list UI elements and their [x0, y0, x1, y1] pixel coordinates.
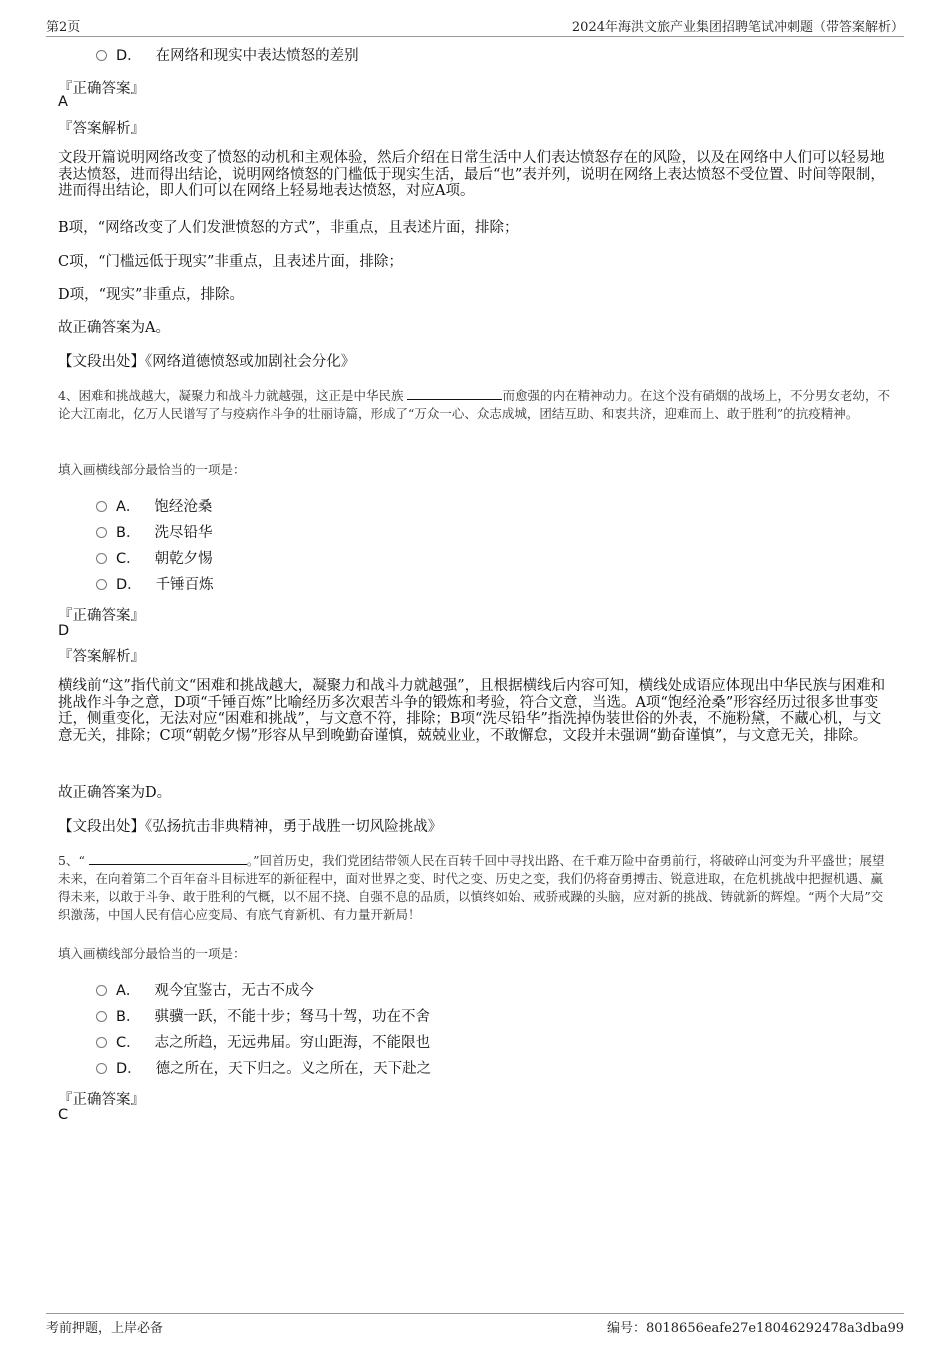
- analysis-label: 『答案解析』: [58, 121, 145, 137]
- q5-blank: [89, 852, 247, 865]
- correct-answer-label: 『正确答案』: [58, 1092, 145, 1108]
- q3-analysis-c: C项，“门槛远低于现实”非重点，且表述片面，排除；: [58, 254, 403, 270]
- analysis-label: 『答案解析』: [58, 649, 145, 665]
- radio-icon[interactable]: [96, 985, 107, 996]
- radio-icon[interactable]: [96, 527, 107, 538]
- q3-source: 【文段出处】《网络道德愤怒或加剧社会分化》: [58, 354, 356, 370]
- q4-option-b[interactable]: B． 洗尽铅华: [96, 523, 212, 543]
- q5-stem: 5、“ 。”回首历史，我们党团结带领人民在百转千回中寻找出路、在千难万险中奋勇前行，将破碎山河变为升平盛世；展望未来，在向着第二个百年奋斗目标进军的新征程中，面对世界之变、时代之变、历史之变，我们仍将奋勇搏击、锐意进取，在危机挑战中把握机遇、赢得未来，以敢于斗争、敢于胜利的气概，以不屈不挠、自强不息的品质，以慎终如始、戒骄戒躁的头脑，应对新的挑战、铸就新的辉煌。“两个大局”交织激荡，中国人民有信心应变局、有底气育新机、有力量开新局！: [58, 853, 885, 922]
- q4-source: 【文段出处】《弘扬抗击非典精神，勇于战胜一切风险挑战》: [58, 819, 443, 835]
- radio-icon[interactable]: [96, 1011, 107, 1022]
- radio-icon[interactable]: [96, 1037, 107, 1048]
- q5-answer: C: [58, 1107, 69, 1123]
- radio-icon[interactable]: [96, 579, 107, 590]
- document-title: 2024年海洪文旅产业集团招聘笔试冲刺题（带答案解析）: [571, 20, 904, 35]
- q3-analysis-b: B项，“网络改变了人们发泄愤怒的方式”，非重点，且表述片面，排除；: [58, 220, 519, 236]
- document-code: 编号：8018656eafe27e18046292478a3dba99: [606, 1321, 904, 1336]
- correct-answer-label: 『正确答案』: [58, 608, 145, 624]
- q4-option-a[interactable]: A． 饱经沧桑: [96, 497, 212, 517]
- q4-option-c[interactable]: C． 朝乾夕惕: [96, 549, 213, 569]
- q3-answer: A: [58, 94, 68, 110]
- footer-slogan: 考前押题，上岸必备: [46, 1321, 164, 1336]
- q3-option-d[interactable]: D． 在网络和现实中表达愤怒的差别: [96, 46, 359, 66]
- page-footer: [46, 1313, 904, 1334]
- q4-conclusion: 故正确答案为D。: [58, 785, 172, 801]
- radio-icon[interactable]: [96, 501, 107, 512]
- radio-icon[interactable]: [96, 50, 107, 61]
- page-header: [46, 14, 904, 37]
- q3-analysis-para: 文段开篇说明网络改变了愤怒的动机和主观体验，然后介绍在日常生活中人们表达愤怒存在的风险，以及在网络中人们可以轻易地表达愤怒，进而得出结论，说明网络愤怒的门槛低于现实生活，最后“也”表并列，说明在网络上表达愤怒不受位置、时间等限制，进而得出结论，即人们可以在网络上轻易地表达愤怒，对应A项。: [58, 150, 885, 199]
- q4-prompt: 填入画横线部分最恰当的一项是：: [58, 462, 246, 477]
- radio-icon[interactable]: [96, 553, 107, 564]
- q4-analysis-para: 横线前“这”指代前文“困难和挑战越大，凝聚力和战斗力就越强”，且根据横线后内容可知，横线处成语应体现出中华民族与困难和挑战作斗争之意，D项“千锤百炼”比喻经历多次艰苦斗争的锻炼和考验，符合文意，当选。A项“饱经沧桑”形容经历过很多世事变迁，侧重变化，无法对应“困难和挑战”，与文意不符，排除；B项“洗尽铅华”指洗掉伪装世俗的外表，不施粉黛，不藏心机，与文意无关，排除；C项“朝乾夕惕”形容从早到晚勤奋谨慎，兢兢业业，不敢懈怠，文段并未强调“勤奋谨慎”，与文意无关，排除。: [58, 678, 886, 744]
- q5-option-a[interactable]: A． 观今宜鉴古，无古不成今: [96, 981, 314, 1001]
- radio-icon[interactable]: [96, 1063, 107, 1074]
- q5-option-b[interactable]: B． 骐骥一跃，不能十步；驽马十驾，功在不舍: [96, 1007, 430, 1027]
- q3-conclusion: 故正确答案为A。: [58, 320, 170, 336]
- q5-option-c[interactable]: C． 志之所趋，无远弗届。穷山距海，不能限也: [96, 1033, 430, 1053]
- q4-blank: [407, 387, 502, 400]
- q3-analysis-d: D项，“现实”非重点，排除。: [58, 287, 244, 303]
- q5-prompt: 填入画横线部分最恰当的一项是：: [58, 946, 246, 961]
- page-number: 第2页: [46, 20, 81, 35]
- q4-stem: 4、困难和挑战越大，凝聚力和战斗力就越强，这正是中华民族 而愈强的内在精神动力。在这个没有硝烟的战场上，不分男女老幼，不论大江南北，亿万人民谱写了与疫病作斗争的壮丽诗篇，形成了“万众一心、众志成城，团结互助、和衷共济，迎难而上、敢于胜利”的抗疫精神。: [58, 388, 890, 421]
- q5-option-d[interactable]: D． 德之所在，天下归之。义之所在，天下赴之: [96, 1059, 431, 1079]
- correct-answer-label: 『正确答案』: [58, 81, 145, 97]
- q4-answer: D: [58, 623, 70, 639]
- q4-option-d[interactable]: D． 千锤百炼: [96, 575, 214, 595]
